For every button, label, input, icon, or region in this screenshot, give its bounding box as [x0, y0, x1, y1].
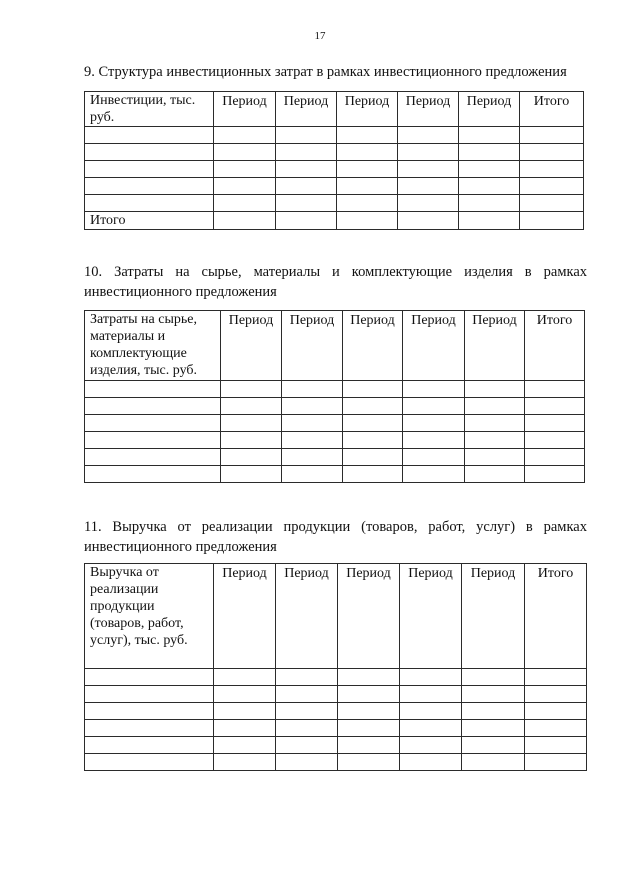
table-row: [85, 703, 587, 720]
materials-table: [84, 310, 585, 483]
table-row: [85, 449, 585, 466]
section-10-title: 10. Затраты на сырье, материалы и комплектующие изделия в рамках инвестиционного предложения: [84, 264, 587, 300]
investment-table: [84, 91, 584, 230]
total-header: Итого: [525, 311, 585, 381]
period-header: Период: [400, 564, 462, 669]
table-row: [85, 161, 584, 178]
table-row: [85, 466, 585, 483]
table-row: [85, 720, 587, 737]
period-header: Период: [276, 564, 338, 669]
footer-row: [85, 212, 584, 230]
first-col-header: Затраты на сырье, материалы и комплектующие изделия, тыс. руб.: [85, 311, 221, 381]
period-header: Период: [214, 92, 276, 127]
header-row: [85, 564, 587, 669]
table-row: [85, 669, 587, 686]
footer-label: Итого: [85, 212, 214, 230]
period-header: Период: [398, 92, 459, 127]
table-row: [85, 686, 587, 703]
section-11-title: 11. Выручка от реализации продукции (товаров, работ, услуг) в рамках инвестиционного предложения: [84, 519, 587, 555]
total-header: Итого: [520, 92, 584, 127]
total-header: Итого: [525, 564, 587, 669]
section-9-title: 9. Структура инвестиционных затрат в рамках инвестиционного предложения: [84, 64, 567, 80]
period-header: Период: [403, 311, 465, 381]
first-col-header: Выручка от реализации продукции (товаров, работ, услуг), тыс. руб.: [85, 564, 214, 669]
period-header: Период: [459, 92, 520, 127]
period-header: Период: [282, 311, 343, 381]
period-header: Период: [221, 311, 282, 381]
period-header: Период: [276, 92, 337, 127]
revenue-table: [84, 563, 587, 771]
table-row: [85, 432, 585, 449]
page-number: 17: [314, 30, 326, 42]
period-header: Период: [462, 564, 525, 669]
table-row: [85, 737, 587, 754]
table-row: [85, 415, 585, 432]
period-header: Период: [214, 564, 276, 669]
period-header: Период: [338, 564, 400, 669]
period-header: Период: [337, 92, 398, 127]
table-row: [85, 127, 584, 144]
table-row: [85, 398, 585, 415]
table-row: [85, 754, 587, 771]
table-row: [85, 144, 584, 161]
header-row: [85, 92, 584, 127]
table-row: [85, 178, 584, 195]
period-header: Период: [465, 311, 525, 381]
table-row: [85, 195, 584, 212]
first-col-header: Инвестиции, тыс. руб.: [85, 92, 214, 127]
period-header: Период: [343, 311, 403, 381]
table-row: [85, 381, 585, 398]
header-row: [85, 311, 585, 381]
